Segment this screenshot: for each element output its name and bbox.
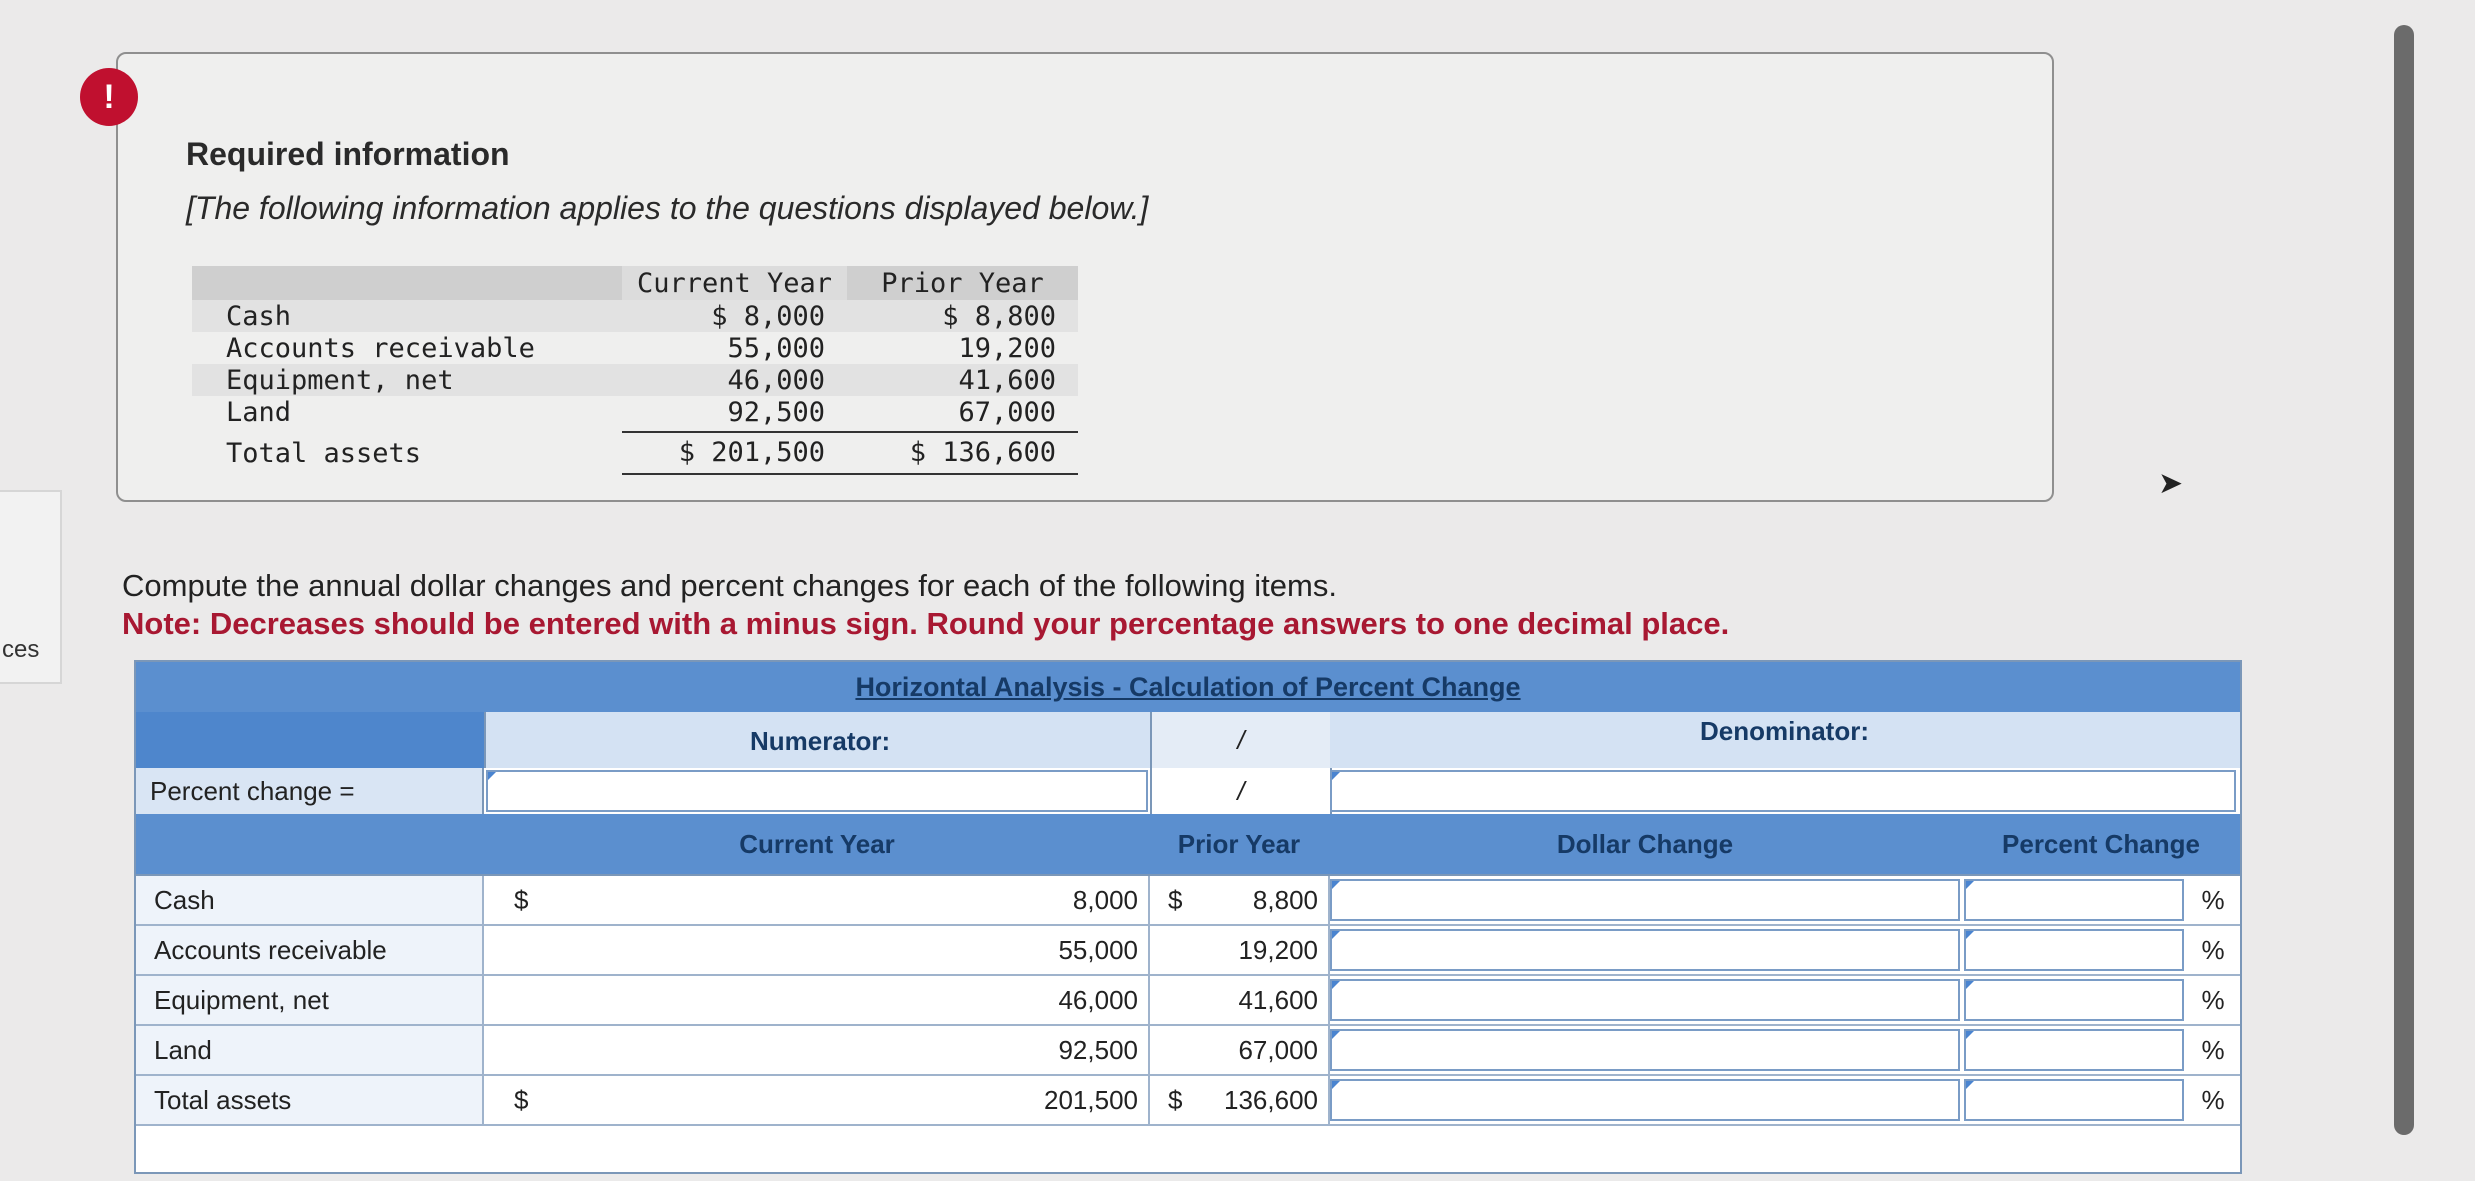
row-label: Equipment, net bbox=[136, 976, 484, 1024]
table-row bbox=[136, 976, 2240, 1026]
sidebar-fragment-label: ces bbox=[2, 636, 40, 663]
percent-sign: % bbox=[2201, 1085, 2225, 1115]
dollar-change-input[interactable] bbox=[1330, 879, 1960, 921]
dollar-change-input[interactable] bbox=[1330, 979, 1960, 1021]
required-info-subtitle: [The following information applies to the questions displayed below.] bbox=[186, 190, 1149, 226]
column-header-row bbox=[136, 814, 2240, 876]
percent-change-input[interactable] bbox=[1964, 979, 2184, 1021]
col-prior-year: Prior Year bbox=[1177, 829, 1301, 859]
prior-year-value: 19,200 bbox=[1238, 935, 1318, 965]
question-note: Note: Decreases should be entered with a minus sign. Round your percentage answers to one decimal place. bbox=[122, 606, 1730, 641]
row-label: Accounts receivable bbox=[136, 926, 484, 974]
division-slash: / bbox=[1150, 712, 1332, 768]
prior-year-value: 8,800 bbox=[1252, 885, 1318, 915]
percent-change-label: Percent change = bbox=[136, 768, 484, 814]
balance-sheet-table bbox=[192, 266, 1078, 478]
table-row: Cash $ 8,000 $ 8,800 bbox=[192, 300, 1078, 332]
calc-table-title: Horizontal Analysis - Calculation of Percent Change bbox=[855, 672, 1521, 702]
numerator-denominator-band bbox=[136, 712, 2240, 770]
table-row: Land 92,500 67,000 bbox=[226, 396, 1056, 428]
mouse-cursor-icon: ➤ bbox=[2158, 467, 2184, 500]
balance-sheet-rows bbox=[192, 300, 1078, 478]
numerator-label: Numerator: bbox=[750, 726, 891, 756]
percent-change-input[interactable] bbox=[1964, 879, 2184, 921]
percent-sign: % bbox=[2201, 985, 2225, 1015]
numerator-input[interactable] bbox=[486, 770, 1148, 812]
balance-sheet-header bbox=[192, 266, 1078, 300]
total-row: Total assets $ 201,500 $ 136,600 bbox=[192, 428, 1078, 478]
table-row bbox=[136, 1026, 2240, 1076]
required-info-title: Required information bbox=[186, 136, 510, 172]
percent-sign: % bbox=[2201, 935, 2225, 965]
current-year-value: 92,500 bbox=[1058, 1035, 1138, 1065]
col-percent-change: Percent Change bbox=[2002, 829, 2200, 859]
alert-icon: ! bbox=[80, 68, 138, 126]
horizontal-analysis-table bbox=[134, 660, 2242, 1174]
denominator-label: Denominator: bbox=[1700, 716, 1869, 746]
table-row bbox=[136, 926, 2240, 976]
dollar-change-input[interactable] bbox=[1330, 1029, 1960, 1071]
current-year-value: 46,000 bbox=[1058, 985, 1138, 1015]
table-row: Equipment, net 46,000 41,600 bbox=[192, 364, 1078, 396]
scrollbar[interactable] bbox=[2394, 25, 2414, 1135]
header-prior-year: Prior Year bbox=[847, 266, 1078, 300]
table-row: Total assets $ 201,500 $ 136,600 % bbox=[136, 1076, 2240, 1126]
col-dollar-change: Dollar Change bbox=[1556, 829, 1734, 859]
percent-change-input[interactable] bbox=[1964, 929, 2184, 971]
percent-sign: % bbox=[2201, 1035, 2225, 1065]
prior-year-value: 136,600 bbox=[1224, 1085, 1318, 1115]
current-year-value: 201,500 bbox=[1044, 1085, 1138, 1115]
table-row: Accounts receivable 55,000 19,200 bbox=[226, 332, 1056, 364]
question-instruction: Compute the annual dollar changes and percent changes for each of the following items. bbox=[122, 568, 1337, 603]
dollar-change-input[interactable] bbox=[1330, 929, 1960, 971]
percent-sign: % bbox=[2201, 885, 2225, 915]
percent-change-row bbox=[136, 768, 2240, 816]
prior-year-value: 41,600 bbox=[1238, 985, 1318, 1015]
percent-change-input[interactable] bbox=[1964, 1029, 2184, 1071]
current-year-value: 55,000 bbox=[1058, 935, 1138, 965]
current-year-value: 8,000 bbox=[1072, 885, 1138, 915]
row-label: Total assets bbox=[136, 1076, 484, 1124]
percent-change-input[interactable] bbox=[1964, 1079, 2184, 1121]
division-slash: / bbox=[1150, 768, 1332, 814]
table-row: Cash $ 8,000 $ 8,800 % bbox=[136, 876, 2240, 926]
row-label: Cash bbox=[136, 876, 484, 924]
header-current-year: Current Year bbox=[622, 266, 847, 300]
row-label: Land bbox=[136, 1026, 484, 1074]
denominator-input[interactable] bbox=[1330, 770, 2236, 812]
dollar-change-input[interactable] bbox=[1330, 1079, 1960, 1121]
prior-year-value: 67,000 bbox=[1238, 1035, 1318, 1065]
col-current-year: Current Year bbox=[739, 829, 895, 859]
